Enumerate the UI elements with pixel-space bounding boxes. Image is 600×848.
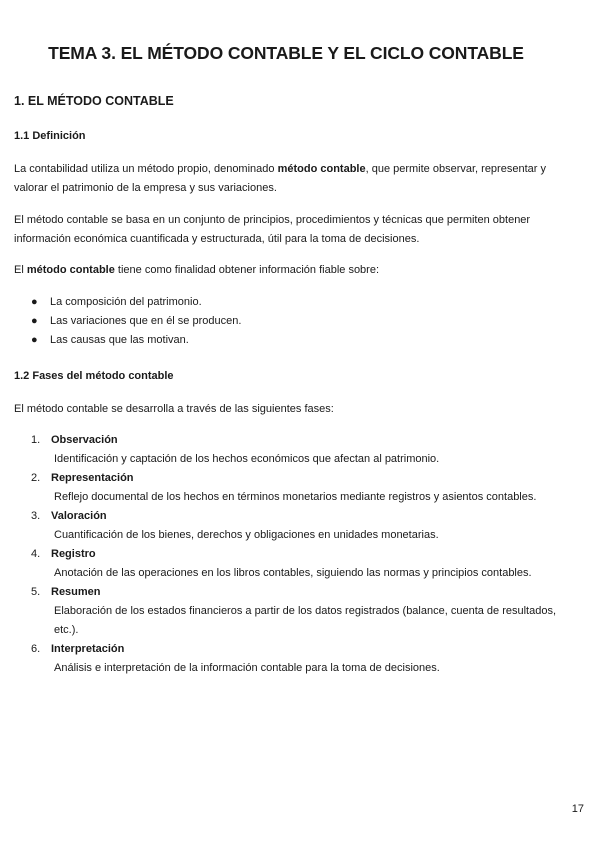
page-title: TEMA 3. EL MÉTODO CONTABLE Y EL CICLO CONTABLE [48, 43, 524, 63]
phase-description: Elaboración de los estados financieros a partir de los datos registrados (balance, cuenta de resultados, etc.). [54, 605, 557, 636]
list-item [14, 312, 558, 331]
phase-item [14, 545, 558, 583]
phase-number: 2. [31, 472, 41, 484]
list-item [14, 293, 558, 312]
phase-item [14, 469, 558, 507]
paragraph-fases-intro: El método contable se desarrolla a través de las siguientes fases: [14, 403, 334, 415]
list-item-text: La composición del patrimonio. [50, 296, 202, 308]
phase-number: 1. [31, 434, 41, 446]
phase-name: Valoración [51, 510, 107, 522]
list-item [14, 331, 558, 350]
bullet-icon: ● [31, 334, 38, 346]
phase-number: 6. [31, 643, 41, 655]
text-run: El [14, 264, 27, 276]
paragraph-finalidad [14, 261, 558, 280]
text-run: , que permite observar, representar y valorar el patrimonio de la empresa y sus variaciones. [14, 163, 546, 194]
phase-name: Observación [51, 434, 118, 446]
list-item-text: Las causas que las motivan. [50, 334, 189, 346]
phase-name: Representación [51, 472, 134, 484]
bold-term: método contable [26, 264, 115, 276]
phase-name: Registro [51, 548, 96, 560]
bullet-icon: ● [31, 315, 38, 327]
subsection-heading-fases: 1.2 Fases del método contable [14, 370, 174, 382]
phase-description: Anotación de las operaciones en los libros contables, siguiendo las normas y principios contables. [54, 567, 532, 579]
subsection-heading-definicion: 1.1 Definición [14, 130, 86, 142]
phases-list [14, 431, 558, 678]
phase-description: Análisis e interpretación de la información contable para la toma de decisiones. [54, 662, 440, 674]
section-heading: 1. EL MÉTODO CONTABLE [14, 94, 174, 108]
page-number: 17 [571, 803, 584, 815]
phase-description: Cuantificación de los bienes, derechos y obligaciones en unidades monetarias. [54, 529, 439, 541]
phase-number: 3. [31, 510, 41, 522]
phase-item [14, 583, 558, 640]
phase-number: 4. [31, 548, 41, 560]
phase-description: Identificación y captación de los hechos económicos que afectan al patrimonio. [54, 453, 440, 465]
bullet-icon: ● [31, 296, 38, 308]
text-run: La contabilidad utiliza un método propio, denominado [14, 163, 278, 175]
paragraph-definicion [14, 160, 558, 198]
phase-name: Interpretación [51, 643, 125, 655]
phase-description: Reflejo documental de los hechos en términos monetarios mediante registros y asientos contables. [54, 491, 537, 503]
bullet-list [14, 293, 558, 350]
paragraph-principios: El método contable se basa en un conjunto de principios, procedimientos y técnicas que permiten obtener información económica cuantificada y estructurada, útil para la toma de decisiones. [14, 214, 531, 245]
phase-number: 5. [31, 586, 41, 598]
text-run: tiene como finalidad obtener información fiable sobre: [114, 264, 380, 276]
bold-term: método contable [277, 163, 366, 175]
phase-name: Resumen [51, 586, 101, 598]
phase-item [14, 640, 558, 678]
phase-item [14, 431, 558, 469]
list-item-text: Las variaciones que en él se producen. [50, 315, 242, 327]
phase-item [14, 507, 558, 545]
